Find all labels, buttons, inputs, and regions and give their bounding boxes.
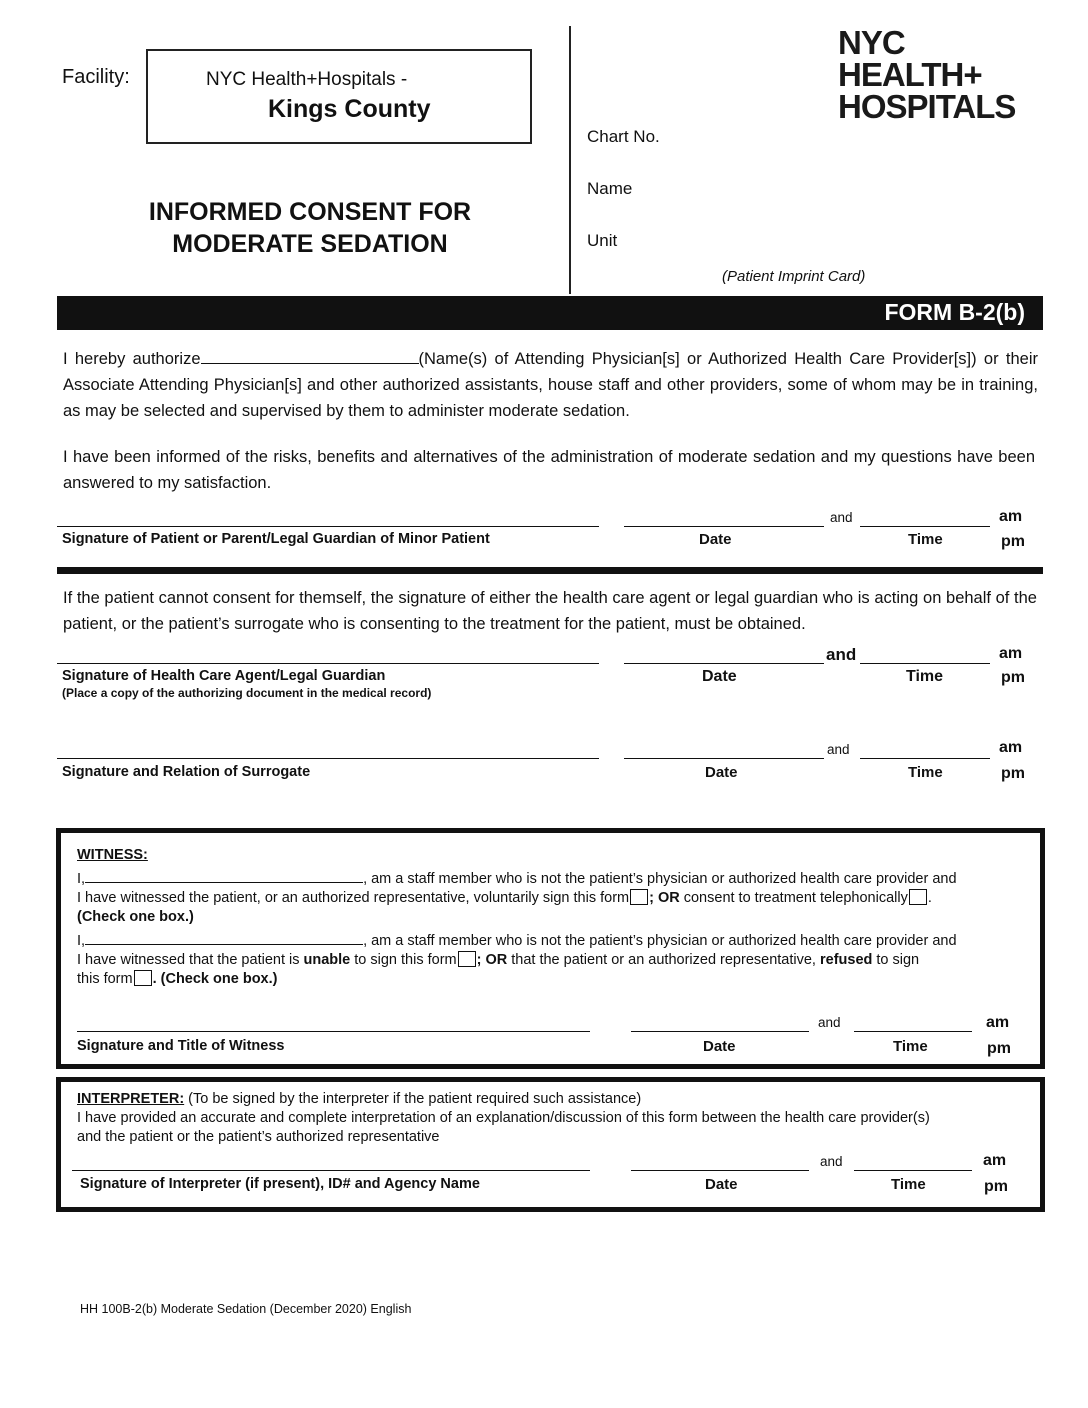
form-footer: HH 100B-2(b) Moderate Sedation (December 2020) English bbox=[80, 1302, 412, 1316]
pm-label: pm bbox=[1001, 765, 1025, 782]
am-label: am bbox=[983, 1152, 1007, 1169]
agent-signature-label: Signature of Health Care Agent/Legal Guardian bbox=[62, 668, 386, 684]
date-label: Date bbox=[702, 668, 737, 685]
pm-label: pm bbox=[987, 1040, 1011, 1057]
facility-name: NYC Health+Hospitals - bbox=[206, 69, 408, 90]
and-text: and bbox=[830, 510, 853, 525]
interpreter-statement: INTERPRETER: (To be signed by the interpreter if the patient required such assistance) I have provided an accurate and complete interpretation of an explanation/discussion of this form between the health care provider(s) and the patient or the patient’s authorized representative bbox=[77, 1091, 930, 1145]
witness-signature-line[interactable] bbox=[77, 1031, 590, 1032]
am-label: am bbox=[999, 739, 1023, 756]
facility-box bbox=[146, 49, 532, 144]
interpreter-signature-line[interactable] bbox=[72, 1170, 590, 1171]
and-text: and bbox=[820, 1154, 843, 1169]
form-id: FORM B-2(b) bbox=[884, 299, 1025, 325]
agent-signature-note: (Place a copy of the authorizing document in the medical record) bbox=[62, 686, 432, 700]
surrogate-paragraph: If the patient cannot consent for themself, the signature of either the health care agent or legal guardian who is acting on behalf of the patient, or the patient’s surrogate who is consenting to the treatment for the patient, must be obtained. bbox=[63, 589, 1037, 633]
name-label: Name bbox=[587, 179, 633, 198]
and-text: and bbox=[826, 645, 857, 664]
agent-date-line[interactable] bbox=[624, 663, 824, 664]
agent-time-line[interactable] bbox=[860, 663, 990, 664]
time-label: Time bbox=[908, 764, 943, 781]
chart-no-label: Chart No. bbox=[587, 127, 660, 146]
agent-signature-line[interactable] bbox=[57, 663, 599, 664]
telephonic-consent-checkbox[interactable] bbox=[909, 889, 927, 905]
surrogate-signature-line[interactable] bbox=[57, 758, 599, 759]
and-text: and bbox=[827, 742, 850, 757]
form-title-line2: MODERATE SEDATION bbox=[172, 230, 448, 258]
witness-heading: WITNESS: bbox=[77, 847, 148, 863]
unit-label: Unit bbox=[587, 231, 618, 250]
date-label: Date bbox=[705, 764, 738, 781]
form-title bbox=[90, 196, 530, 260]
interpreter-signature-label: Signature of Interpreter (if present), ID# and Agency Name bbox=[80, 1176, 480, 1192]
date-label: Date bbox=[699, 531, 732, 548]
section-divider bbox=[57, 567, 1043, 574]
witness-time-line[interactable] bbox=[854, 1031, 972, 1032]
time-label: Time bbox=[906, 668, 944, 685]
patient-signature-line[interactable] bbox=[57, 526, 599, 527]
am-label: am bbox=[999, 645, 1023, 662]
witness-name-field-2[interactable] bbox=[85, 930, 363, 945]
facility-location: Kings County bbox=[268, 95, 431, 123]
physician-name-field[interactable] bbox=[201, 349, 419, 364]
date-label: Date bbox=[703, 1038, 736, 1055]
form-title-line1: INFORMED CONSENT FOR bbox=[148, 198, 472, 226]
pm-label: pm bbox=[1001, 533, 1025, 550]
authorization-paragraph: I hereby authorize (Name(s) of Attending Physician[s] or Authorized Health Care Provider[s]) or their Associate Attending Physician[s] and other authorized assistants, house staff and other providers, some of whom may be in training, as may be selected and supervised by them to administer moderate sedation. bbox=[63, 350, 1038, 420]
unable-to-sign-checkbox[interactable] bbox=[458, 951, 476, 967]
surrogate-time-line[interactable] bbox=[860, 758, 990, 759]
witness-name-field-1[interactable] bbox=[85, 868, 363, 883]
interpreter-date-line[interactable] bbox=[631, 1170, 809, 1171]
surrogate-date-line[interactable] bbox=[624, 758, 824, 759]
witnessed-signing-checkbox[interactable] bbox=[630, 889, 648, 905]
form-id-bar bbox=[57, 296, 1043, 330]
interpreter-heading: INTERPRETER: bbox=[77, 1091, 185, 1107]
patient-time-line[interactable] bbox=[860, 526, 990, 527]
pm-label: pm bbox=[984, 1178, 1008, 1195]
pm-label: pm bbox=[1001, 669, 1025, 686]
am-label: am bbox=[999, 508, 1023, 525]
patient-signature-label: Signature of Patient or Parent/Legal Guardian of Minor Patient bbox=[62, 531, 490, 547]
refused-to-sign-checkbox[interactable] bbox=[134, 970, 152, 986]
witness-signature-label: Signature and Title of Witness bbox=[77, 1038, 285, 1054]
header-divider bbox=[569, 26, 571, 294]
informed-paragraph: I have been informed of the risks, benefits and alternatives of the administration of moderate sedation and my questions have been answered to my satisfaction. bbox=[63, 448, 1035, 492]
witness-statement-1: I, , am a staff member who is not the patient’s physician or authorized health care provider and I have witnessed the patient, or an authorized representative, voluntarily sign this form ; OR consent to treatment telephonically . (Check one box.) bbox=[77, 868, 1027, 927]
date-label: Date bbox=[705, 1176, 738, 1193]
surrogate-signature-label: Signature and Relation of Surrogate bbox=[62, 764, 311, 780]
interpreter-time-line[interactable] bbox=[854, 1170, 972, 1171]
time-label: Time bbox=[908, 531, 943, 548]
facility-label: Facility: bbox=[62, 66, 130, 88]
and-text: and bbox=[818, 1015, 841, 1030]
nyc-health-hospitals-logo: NYC HEALTH+ HOSPITALS bbox=[838, 24, 1016, 125]
witness-statement-2: I, , am a staff member who is not the patient’s physician or authorized health care provider and I have witnessed that the patient is unable to sign this form ; OR that the patient or an authorized representative, refused to sign this form . (Check one box.) bbox=[77, 930, 1027, 989]
time-label: Time bbox=[893, 1038, 928, 1055]
witness-date-line[interactable] bbox=[631, 1031, 809, 1032]
time-label: Time bbox=[891, 1176, 926, 1193]
imprint-card-label: (Patient Imprint Card) bbox=[722, 268, 866, 285]
patient-date-line[interactable] bbox=[624, 526, 824, 527]
am-label: am bbox=[986, 1014, 1010, 1031]
